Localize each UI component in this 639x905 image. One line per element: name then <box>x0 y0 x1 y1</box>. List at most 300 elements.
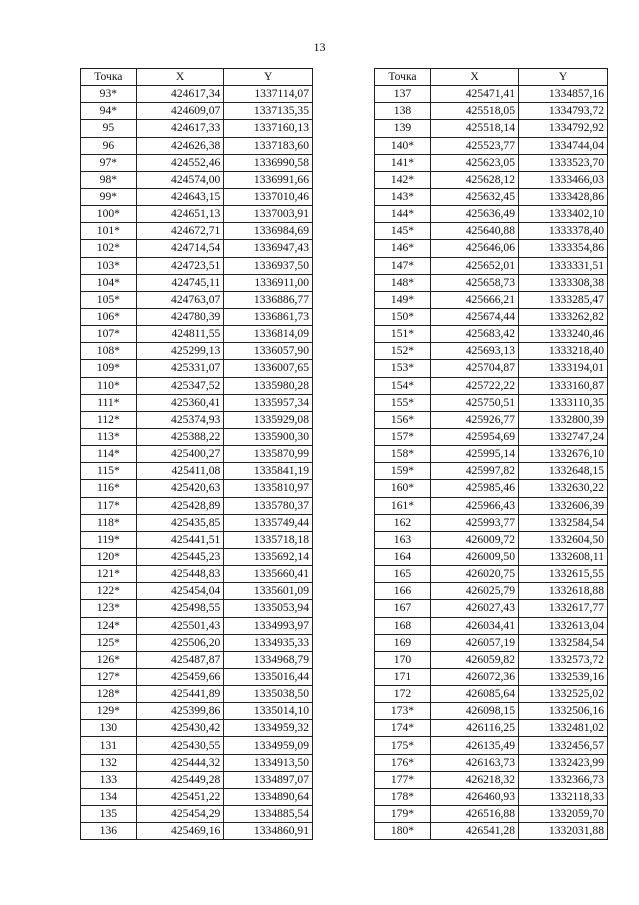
point-cell: 148* <box>375 274 431 291</box>
x-cell: 426135,49 <box>431 737 519 754</box>
point-cell: 116* <box>81 480 137 497</box>
y-cell: 1333285,47 <box>519 291 608 308</box>
table-row <box>375 823 608 840</box>
y-cell: 1335749,44 <box>224 514 313 531</box>
header-point: Точка <box>375 69 431 86</box>
x-cell: 426009,72 <box>431 531 519 548</box>
point-cell: 151* <box>375 326 431 343</box>
table-row <box>375 600 608 617</box>
table-body-left <box>81 86 313 840</box>
y-cell: 1337160,13 <box>224 120 313 137</box>
table-row <box>375 308 608 325</box>
point-cell: 102* <box>81 240 137 257</box>
point-cell: 131 <box>81 737 137 754</box>
point-cell: 134 <box>81 788 137 805</box>
table-row <box>81 240 313 257</box>
x-cell: 425471,41 <box>431 86 519 103</box>
x-cell: 425347,52 <box>136 377 224 394</box>
x-cell: 425693,13 <box>431 343 519 360</box>
y-cell: 1334959,32 <box>224 720 313 737</box>
table-row <box>81 120 313 137</box>
y-cell: 1333194,01 <box>519 360 608 377</box>
point-cell: 127* <box>81 668 137 685</box>
table-row <box>375 86 608 103</box>
point-cell: 95 <box>81 120 137 137</box>
point-cell: 133 <box>81 771 137 788</box>
point-cell: 156* <box>375 411 431 428</box>
point-cell: 113* <box>81 428 137 445</box>
point-cell: 142* <box>375 171 431 188</box>
point-cell: 177* <box>375 771 431 788</box>
point-cell: 130 <box>81 720 137 737</box>
point-cell: 135 <box>81 806 137 823</box>
table-row <box>81 514 313 531</box>
y-cell: 1332800,39 <box>519 411 608 428</box>
point-cell: 128* <box>81 686 137 703</box>
point-cell: 143* <box>375 188 431 205</box>
y-cell: 1336990,58 <box>224 154 313 171</box>
table-row <box>81 617 313 634</box>
table-header-row <box>81 69 313 86</box>
x-cell: 424780,39 <box>136 308 224 325</box>
y-cell: 1336984,69 <box>224 223 313 240</box>
table-row <box>375 497 608 514</box>
y-cell: 1336947,43 <box>224 240 313 257</box>
x-cell: 425444,32 <box>136 754 224 771</box>
table-row <box>81 360 313 377</box>
table-row <box>81 754 313 771</box>
y-cell: 1334935,33 <box>224 634 313 651</box>
point-cell: 154* <box>375 377 431 394</box>
y-cell: 1333378,40 <box>519 223 608 240</box>
table-row <box>81 137 313 154</box>
table-row <box>375 377 608 394</box>
table-row <box>81 274 313 291</box>
table-row <box>375 257 608 274</box>
table-row <box>81 291 313 308</box>
table-row <box>81 188 313 205</box>
y-cell: 1333466,03 <box>519 171 608 188</box>
table-row <box>81 720 313 737</box>
point-cell: 108* <box>81 343 137 360</box>
table-row <box>81 343 313 360</box>
y-cell: 1333402,10 <box>519 206 608 223</box>
y-cell: 1336057,90 <box>224 343 313 360</box>
x-cell: 425451,22 <box>136 788 224 805</box>
point-cell: 163 <box>375 531 431 548</box>
point-cell: 144* <box>375 206 431 223</box>
point-cell: 124* <box>81 617 137 634</box>
table-row <box>81 86 313 103</box>
x-cell: 425966,43 <box>431 497 519 514</box>
point-cell: 98* <box>81 171 137 188</box>
table-row <box>375 737 608 754</box>
coordinates-table-left <box>80 68 313 840</box>
table-row <box>375 463 608 480</box>
x-cell: 426027,43 <box>431 600 519 617</box>
table-row <box>81 206 313 223</box>
table-row <box>375 617 608 634</box>
x-cell: 425640,88 <box>431 223 519 240</box>
x-cell: 425400,27 <box>136 446 224 463</box>
x-cell: 425449,28 <box>136 771 224 788</box>
table-row <box>81 411 313 428</box>
table-row <box>375 274 608 291</box>
table-row <box>375 583 608 600</box>
x-cell: 425518,05 <box>431 103 519 120</box>
header-point: Точка <box>81 69 137 86</box>
table-row <box>375 480 608 497</box>
x-cell: 424574,00 <box>136 171 224 188</box>
y-cell: 1335870,99 <box>224 446 313 463</box>
table-row <box>81 171 313 188</box>
x-cell: 426009,50 <box>431 548 519 565</box>
point-cell: 153* <box>375 360 431 377</box>
y-cell: 1335900,30 <box>224 428 313 445</box>
y-cell: 1335780,37 <box>224 497 313 514</box>
table-row <box>81 394 313 411</box>
x-cell: 425360,41 <box>136 394 224 411</box>
y-cell: 1334885,54 <box>224 806 313 823</box>
header-y: Y <box>519 69 608 86</box>
point-cell: 97* <box>81 154 137 171</box>
y-cell: 1333308,38 <box>519 274 608 291</box>
y-cell: 1333110,35 <box>519 394 608 411</box>
point-cell: 176* <box>375 754 431 771</box>
y-cell: 1336991,66 <box>224 171 313 188</box>
header-x: X <box>136 69 224 86</box>
y-cell: 1332617,77 <box>519 600 608 617</box>
x-cell: 424672,71 <box>136 223 224 240</box>
table-header-row <box>375 69 608 86</box>
x-cell: 425459,66 <box>136 668 224 685</box>
y-cell: 1332648,15 <box>519 463 608 480</box>
point-cell: 138 <box>375 103 431 120</box>
x-cell: 425623,05 <box>431 154 519 171</box>
y-cell: 1332573,72 <box>519 651 608 668</box>
y-cell: 1334968,79 <box>224 651 313 668</box>
y-cell: 1332031,88 <box>519 823 608 840</box>
table-row <box>81 428 313 445</box>
table-row <box>375 103 608 120</box>
point-cell: 106* <box>81 308 137 325</box>
table-row <box>81 703 313 720</box>
x-cell: 425704,87 <box>431 360 519 377</box>
x-cell: 424552,46 <box>136 154 224 171</box>
y-cell: 1332584,54 <box>519 514 608 531</box>
header-y: Y <box>224 69 313 86</box>
x-cell: 425518,14 <box>431 120 519 137</box>
point-cell: 164 <box>375 548 431 565</box>
table-row <box>375 720 608 737</box>
point-cell: 173* <box>375 703 431 720</box>
y-cell: 1335038,50 <box>224 686 313 703</box>
x-cell: 425666,21 <box>431 291 519 308</box>
x-cell: 425632,45 <box>431 188 519 205</box>
x-cell: 425487,87 <box>136 651 224 668</box>
y-cell: 1334744,04 <box>519 137 608 154</box>
x-cell: 425299,13 <box>136 343 224 360</box>
y-cell: 1335929,08 <box>224 411 313 428</box>
x-cell: 424763,07 <box>136 291 224 308</box>
y-cell: 1336814,09 <box>224 326 313 343</box>
x-cell: 424651,13 <box>136 206 224 223</box>
table-row <box>81 480 313 497</box>
y-cell: 1332608,11 <box>519 548 608 565</box>
y-cell: 1337183,60 <box>224 137 313 154</box>
page-number: 13 <box>313 40 326 54</box>
point-cell: 101* <box>81 223 137 240</box>
x-cell: 426034,41 <box>431 617 519 634</box>
y-cell: 1334793,72 <box>519 103 608 120</box>
y-cell: 1333523,70 <box>519 154 608 171</box>
x-cell: 424609,07 <box>136 103 224 120</box>
point-cell: 180* <box>375 823 431 840</box>
point-cell: 162 <box>375 514 431 531</box>
x-cell: 425411,08 <box>136 463 224 480</box>
x-cell: 426098,15 <box>431 703 519 720</box>
point-cell: 150* <box>375 308 431 325</box>
point-cell: 112* <box>81 411 137 428</box>
y-cell: 1334890,64 <box>224 788 313 805</box>
x-cell: 426541,28 <box>431 823 519 840</box>
table-row <box>81 548 313 565</box>
table-row <box>81 651 313 668</box>
point-cell: 158* <box>375 446 431 463</box>
point-cell: 107* <box>81 326 137 343</box>
x-cell: 425658,73 <box>431 274 519 291</box>
table-row <box>375 531 608 548</box>
point-cell: 136 <box>81 823 137 840</box>
x-cell: 425683,42 <box>431 326 519 343</box>
table-row <box>375 137 608 154</box>
x-cell: 424745,11 <box>136 274 224 291</box>
x-cell: 425997,82 <box>431 463 519 480</box>
table-row <box>375 394 608 411</box>
table-row <box>375 154 608 171</box>
point-cell: 120* <box>81 548 137 565</box>
table-row <box>81 634 313 651</box>
x-cell: 426059,82 <box>431 651 519 668</box>
y-cell: 1332059,70 <box>519 806 608 823</box>
table-row <box>81 566 313 583</box>
table-row <box>375 771 608 788</box>
y-cell: 1336861,73 <box>224 308 313 325</box>
point-cell: 141* <box>375 154 431 171</box>
table-row <box>375 788 608 805</box>
table-row <box>81 223 313 240</box>
y-cell: 1332613,04 <box>519 617 608 634</box>
x-cell: 426085,64 <box>431 686 519 703</box>
point-cell: 119* <box>81 531 137 548</box>
table-row <box>375 206 608 223</box>
y-cell: 1332118,33 <box>519 788 608 805</box>
table-row <box>375 754 608 771</box>
table-row <box>81 103 313 120</box>
point-cell: 121* <box>81 566 137 583</box>
y-cell: 1335980,28 <box>224 377 313 394</box>
y-cell: 1335957,34 <box>224 394 313 411</box>
y-cell: 1333428,86 <box>519 188 608 205</box>
y-cell: 1337010,46 <box>224 188 313 205</box>
y-cell: 1334959,09 <box>224 737 313 754</box>
point-cell: 152* <box>375 343 431 360</box>
x-cell: 425501,43 <box>136 617 224 634</box>
y-cell: 1332423,99 <box>519 754 608 771</box>
x-cell: 424723,51 <box>136 257 224 274</box>
x-cell: 425993,77 <box>431 514 519 531</box>
table-row <box>375 548 608 565</box>
point-cell: 149* <box>375 291 431 308</box>
point-cell: 147* <box>375 257 431 274</box>
table-row <box>81 531 313 548</box>
table-row <box>375 291 608 308</box>
y-cell: 1337003,91 <box>224 206 313 223</box>
point-cell: 157* <box>375 428 431 445</box>
point-cell: 105* <box>81 291 137 308</box>
x-cell: 426218,32 <box>431 771 519 788</box>
point-cell: 155* <box>375 394 431 411</box>
point-cell: 159* <box>375 463 431 480</box>
table-row <box>375 120 608 137</box>
point-cell: 103* <box>81 257 137 274</box>
x-cell: 424626,38 <box>136 137 224 154</box>
point-cell: 169 <box>375 634 431 651</box>
table-row <box>81 823 313 840</box>
table-row <box>375 446 608 463</box>
table-body-right <box>375 86 608 840</box>
point-cell: 104* <box>81 274 137 291</box>
point-cell: 165 <box>375 566 431 583</box>
point-cell: 94* <box>81 103 137 120</box>
table-row <box>375 806 608 823</box>
y-cell: 1335692,14 <box>224 548 313 565</box>
x-cell: 424643,15 <box>136 188 224 205</box>
y-cell: 1335810,97 <box>224 480 313 497</box>
point-cell: 139 <box>375 120 431 137</box>
y-cell: 1334993,97 <box>224 617 313 634</box>
x-cell: 425454,29 <box>136 806 224 823</box>
table-row <box>81 668 313 685</box>
x-cell: 425420,63 <box>136 480 224 497</box>
point-cell: 166 <box>375 583 431 600</box>
x-cell: 425445,23 <box>136 548 224 565</box>
y-cell: 1335016,44 <box>224 668 313 685</box>
x-cell: 425995,14 <box>431 446 519 463</box>
table-row <box>375 240 608 257</box>
x-cell: 425388,22 <box>136 428 224 445</box>
y-cell: 1334857,16 <box>519 86 608 103</box>
point-cell: 122* <box>81 583 137 600</box>
y-cell: 1333354,86 <box>519 240 608 257</box>
y-cell: 1332630,22 <box>519 480 608 497</box>
y-cell: 1332618,88 <box>519 583 608 600</box>
table-row <box>375 668 608 685</box>
y-cell: 1334897,07 <box>224 771 313 788</box>
y-cell: 1332366,73 <box>519 771 608 788</box>
x-cell: 425454,04 <box>136 583 224 600</box>
point-cell: 175* <box>375 737 431 754</box>
x-cell: 425506,20 <box>136 634 224 651</box>
y-cell: 1333240,46 <box>519 326 608 343</box>
x-cell: 425628,12 <box>431 171 519 188</box>
point-cell: 99* <box>81 188 137 205</box>
table-row <box>375 171 608 188</box>
table-row <box>81 377 313 394</box>
table-row <box>81 497 313 514</box>
point-cell: 115* <box>81 463 137 480</box>
x-cell: 425428,89 <box>136 497 224 514</box>
x-cell: 424811,55 <box>136 326 224 343</box>
x-cell: 426025,79 <box>431 583 519 600</box>
table-row <box>375 428 608 445</box>
table-row <box>81 788 313 805</box>
table-row <box>375 411 608 428</box>
y-cell: 1332615,55 <box>519 566 608 583</box>
coordinates-table-right <box>374 68 608 840</box>
table-row <box>81 257 313 274</box>
point-cell: 174* <box>375 720 431 737</box>
y-cell: 1336911,00 <box>224 274 313 291</box>
point-cell: 167 <box>375 600 431 617</box>
point-cell: 145* <box>375 223 431 240</box>
y-cell: 1332747,24 <box>519 428 608 445</box>
point-cell: 161* <box>375 497 431 514</box>
point-cell: 140* <box>375 137 431 154</box>
x-cell: 425435,85 <box>136 514 224 531</box>
x-cell: 426460,93 <box>431 788 519 805</box>
table-row <box>375 360 608 377</box>
y-cell: 1334792,92 <box>519 120 608 137</box>
x-cell: 425430,42 <box>136 720 224 737</box>
table-row <box>81 463 313 480</box>
table-row <box>375 343 608 360</box>
point-cell: 129* <box>81 703 137 720</box>
x-cell: 425750,51 <box>431 394 519 411</box>
y-cell: 1332539,16 <box>519 668 608 685</box>
point-cell: 109* <box>81 360 137 377</box>
y-cell: 1332606,39 <box>519 497 608 514</box>
table-row <box>81 686 313 703</box>
x-cell: 425523,77 <box>431 137 519 154</box>
point-cell: 179* <box>375 806 431 823</box>
point-cell: 178* <box>375 788 431 805</box>
y-cell: 1335660,41 <box>224 566 313 583</box>
y-cell: 1334860,91 <box>224 823 313 840</box>
point-cell: 132 <box>81 754 137 771</box>
x-cell: 426116,25 <box>431 720 519 737</box>
y-cell: 1332506,16 <box>519 703 608 720</box>
x-cell: 425636,49 <box>431 206 519 223</box>
y-cell: 1332676,10 <box>519 446 608 463</box>
y-cell: 1332456,57 <box>519 737 608 754</box>
table-row <box>375 326 608 343</box>
table-row <box>375 223 608 240</box>
y-cell: 1334913,50 <box>224 754 313 771</box>
table-row <box>81 806 313 823</box>
x-cell: 426516,88 <box>431 806 519 823</box>
y-cell: 1335718,18 <box>224 531 313 548</box>
point-cell: 100* <box>81 206 137 223</box>
x-cell: 425430,55 <box>136 737 224 754</box>
y-cell: 1335601,09 <box>224 583 313 600</box>
x-cell: 424617,33 <box>136 120 224 137</box>
x-cell: 425331,07 <box>136 360 224 377</box>
y-cell: 1337114,07 <box>224 86 313 103</box>
x-cell: 425652,01 <box>431 257 519 274</box>
table-row <box>81 771 313 788</box>
table-row <box>81 446 313 463</box>
